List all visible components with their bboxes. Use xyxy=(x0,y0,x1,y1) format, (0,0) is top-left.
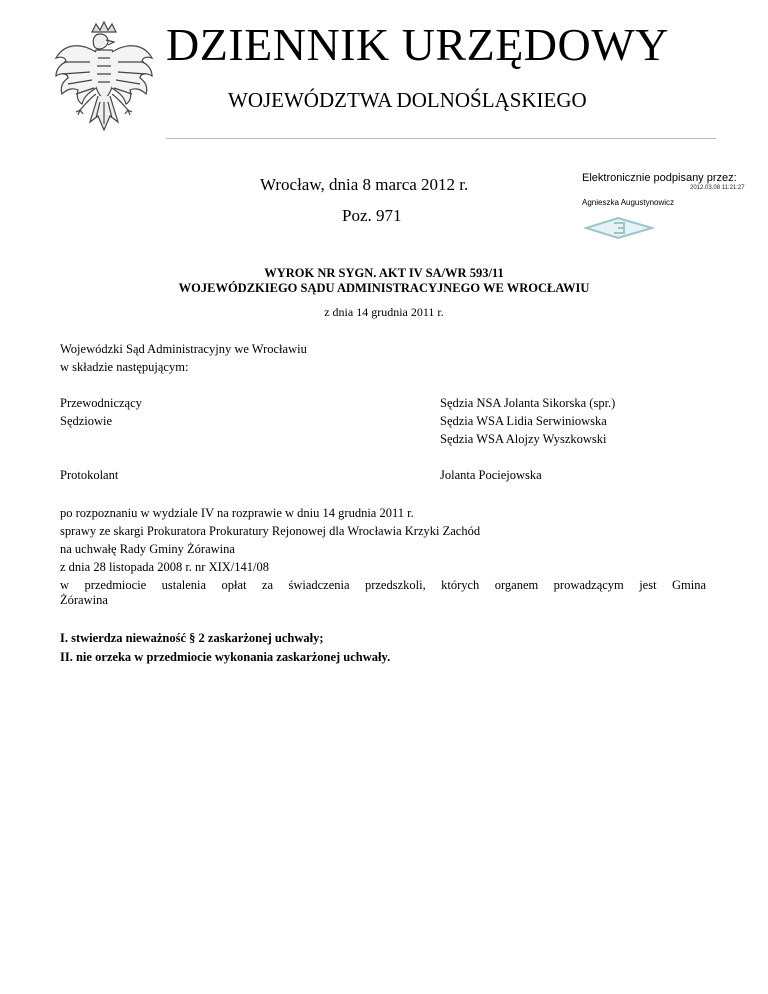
position-number: Poz. 971 xyxy=(342,206,402,225)
signature-label: Elektronicznie podpisany przez: xyxy=(582,172,737,184)
clerk-name: Jolanta Pociejowska xyxy=(440,468,542,482)
court-name: Wojewódzki Sąd Administracyjny we Wrocławiu xyxy=(60,342,307,356)
header-divider xyxy=(166,138,716,139)
signature-date: 2012.03.08 11:21:27 xyxy=(690,185,745,191)
body-line: na uchwałę Rady Gminy Żórawina xyxy=(60,542,235,556)
judge-name: Sędzia WSA Lidia Serwiniowska xyxy=(440,414,607,428)
judge-name: Sędzia WSA Alojzy Wyszkowski xyxy=(440,432,607,446)
chair-label: Przewodniczący xyxy=(60,396,142,410)
court-heading: WOJEWÓDZKIEGO SĄDU ADMINISTRACYJNEGO WE WROCŁAWIU xyxy=(178,281,590,295)
verdict-item: I. stwierdza nieważność § 2 zaskarżonej uchwały; xyxy=(60,631,324,645)
eagle-emblem-icon xyxy=(50,18,158,140)
court-composition-label: w składzie następującym: xyxy=(60,360,189,374)
verdict-item: II. nie orzeka w przedmiocie wykonania zaskarżonej uchwały. xyxy=(60,650,391,664)
body-line: z dnia 28 listopada 2008 r. nr XIX/141/08 xyxy=(60,560,269,574)
signature-logo-icon xyxy=(584,216,654,240)
chair-name: Sędzia NSA Jolanta Sikorska (spr.) xyxy=(440,396,616,410)
judges-label: Sędziowie xyxy=(60,414,113,428)
publication-title: DZIENNIK URZĘDOWY xyxy=(166,19,669,70)
verdict-date: z dnia 14 grudnia 2011 r. xyxy=(324,305,444,319)
clerk-label: Protokolant xyxy=(60,468,119,482)
body-line: w przedmiocie ustalenia opłat za świadczenia przedszkoli, których organem prowadzącym jest Gmina xyxy=(60,578,706,592)
body-line: sprawy ze skargi Prokuratora Prokuratury Rejonowej dla Wrocławia Krzyki Zachód xyxy=(60,524,481,538)
place-date: Wrocław, dnia 8 marca 2012 r. xyxy=(260,175,469,194)
publication-subtitle: WOJEWÓDZTWA DOLNOŚLĄSKIEGO xyxy=(228,88,587,112)
body-line: Żórawina xyxy=(60,593,108,607)
verdict-heading: WYROK NR SYGN. AKT IV SA/WR 593/11 xyxy=(264,266,504,280)
body-line: po rozpoznaniu w wydziale IV na rozprawie w dniu 14 grudnia 2011 r. xyxy=(60,506,414,520)
signature-name: Agnieszka Augustynowicz xyxy=(582,198,675,207)
